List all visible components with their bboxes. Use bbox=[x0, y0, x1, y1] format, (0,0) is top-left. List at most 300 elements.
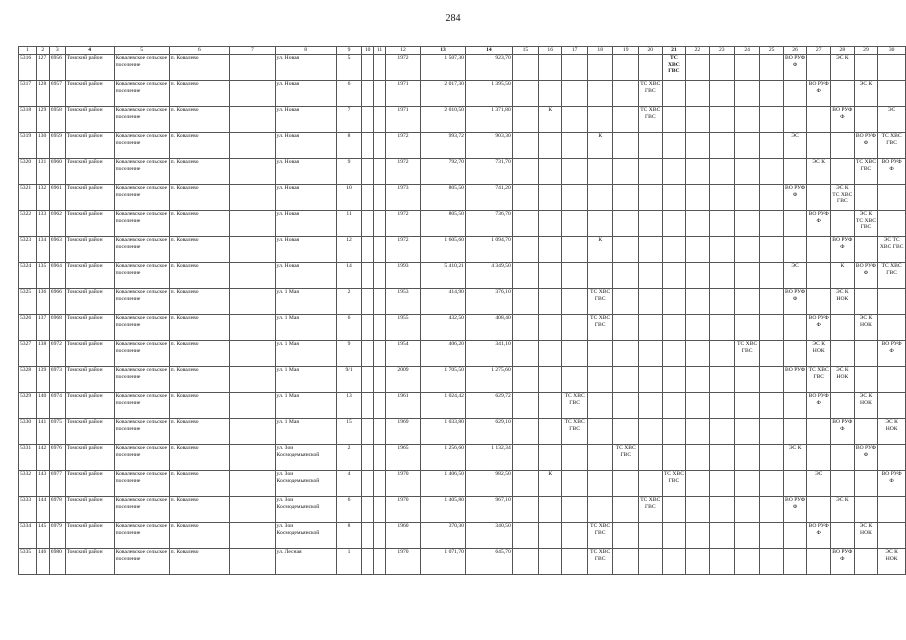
table-cell: 9 bbox=[336, 341, 361, 367]
table-cell bbox=[783, 315, 807, 341]
table-cell bbox=[539, 549, 562, 575]
table-cell bbox=[539, 289, 562, 315]
table-cell: 4 349,50 bbox=[465, 263, 512, 289]
table-cell bbox=[512, 133, 538, 159]
table-cell: ТС ХВС ГВС bbox=[587, 523, 613, 549]
table-row bbox=[19, 289, 906, 315]
table-row bbox=[19, 393, 906, 419]
table-cell bbox=[662, 445, 686, 471]
table-cell bbox=[230, 237, 275, 263]
table-cell bbox=[374, 263, 386, 289]
table-cell: 6973 bbox=[49, 367, 65, 393]
table-cell: 432,50 bbox=[421, 315, 466, 341]
table-cell bbox=[512, 81, 538, 107]
table-cell: п. Ковалево bbox=[169, 393, 230, 419]
table-cell: 6957 bbox=[49, 81, 65, 107]
table-cell bbox=[783, 81, 807, 107]
table-cell: ВО РУФ Ф bbox=[854, 263, 878, 289]
table-cell: ТС ХВС ГВС bbox=[613, 445, 639, 471]
table-cell bbox=[613, 549, 639, 575]
table-cell: 6974 bbox=[49, 393, 65, 419]
table-cell: Ковалевское сельское поселение bbox=[114, 471, 169, 497]
table-cell: ТС ХВС ГВС bbox=[662, 55, 686, 81]
table-cell bbox=[734, 81, 760, 107]
table-cell bbox=[662, 497, 686, 523]
table-cell bbox=[587, 445, 613, 471]
table-cell bbox=[734, 159, 760, 185]
table-cell bbox=[562, 341, 588, 367]
table-cell bbox=[230, 185, 275, 211]
table-cell: 5321 bbox=[19, 185, 37, 211]
table-cell: ВО РУФ Ф bbox=[783, 497, 807, 523]
column-header: 9 bbox=[336, 47, 361, 55]
table-cell: 8 bbox=[336, 523, 361, 549]
table-cell: ЭС bbox=[783, 133, 807, 159]
table-cell bbox=[662, 107, 686, 133]
table-cell: ВО РУФ Ф bbox=[807, 81, 831, 107]
table-cell bbox=[638, 133, 662, 159]
table-cell bbox=[562, 159, 588, 185]
table-cell: п. Ковалево bbox=[169, 55, 230, 81]
table-cell bbox=[709, 497, 734, 523]
table-cell: 1 395,50 bbox=[465, 81, 512, 107]
table-cell bbox=[734, 55, 760, 81]
table-cell bbox=[807, 55, 831, 81]
table-cell bbox=[686, 55, 709, 81]
table-cell: ВО РУФ Ф bbox=[783, 55, 807, 81]
table-cell bbox=[878, 497, 906, 523]
column-header: 30 bbox=[878, 47, 906, 55]
table-cell: ВО РУФ Ф bbox=[878, 159, 906, 185]
table-cell bbox=[512, 523, 538, 549]
table-cell bbox=[686, 523, 709, 549]
table-cell: 376,10 bbox=[465, 289, 512, 315]
table-cell: 9 bbox=[336, 159, 361, 185]
table-cell bbox=[638, 471, 662, 497]
table-cell bbox=[878, 289, 906, 315]
table-cell bbox=[686, 315, 709, 341]
table-cell: К bbox=[539, 107, 562, 133]
table-cell: 1 071,70 bbox=[421, 549, 466, 575]
table-cell: ЭС К bbox=[807, 159, 831, 185]
table-cell bbox=[709, 367, 734, 393]
table-cell bbox=[374, 107, 386, 133]
table-cell: 146 bbox=[36, 549, 49, 575]
table-cell bbox=[638, 445, 662, 471]
table-cell: ВО РУФ Ф bbox=[807, 315, 831, 341]
table-cell: 9/1 bbox=[336, 367, 361, 393]
table-cell: ЭС К bbox=[854, 81, 878, 107]
table-cell bbox=[587, 159, 613, 185]
table-cell: 2 010,50 bbox=[421, 107, 466, 133]
table-cell bbox=[662, 549, 686, 575]
column-header: 29 bbox=[854, 47, 878, 55]
table-cell: 11 bbox=[336, 211, 361, 237]
table-cell: ул. 1 Мая bbox=[275, 393, 336, 419]
table-cell bbox=[734, 263, 760, 289]
table-cell: Томский район bbox=[65, 289, 114, 315]
table-cell bbox=[362, 341, 374, 367]
table-cell: 1 406,50 bbox=[421, 471, 466, 497]
table-cell: ул. Зои Космодемьянской bbox=[275, 471, 336, 497]
table-cell: 10 bbox=[336, 185, 361, 211]
table-cell bbox=[374, 419, 386, 445]
table-cell bbox=[760, 497, 783, 523]
table-cell bbox=[807, 185, 831, 211]
table-cell bbox=[734, 393, 760, 419]
table-cell bbox=[562, 289, 588, 315]
table-cell bbox=[562, 263, 588, 289]
table-cell bbox=[374, 523, 386, 549]
table-cell bbox=[783, 471, 807, 497]
table-cell: п. Ковалево bbox=[169, 471, 230, 497]
table-cell bbox=[362, 133, 374, 159]
table-cell bbox=[662, 211, 686, 237]
table-cell: 7 bbox=[336, 107, 361, 133]
table-cell bbox=[638, 237, 662, 263]
table-cell bbox=[512, 341, 538, 367]
table-cell bbox=[854, 367, 878, 393]
table-cell: 1 605,60 bbox=[421, 237, 466, 263]
table-row bbox=[19, 55, 906, 81]
table-cell: 5332 bbox=[19, 471, 37, 497]
table-cell: 8 bbox=[336, 133, 361, 159]
table-cell: 5320 bbox=[19, 159, 37, 185]
table-cell: 6 bbox=[336, 81, 361, 107]
table-row bbox=[19, 497, 906, 523]
table-cell bbox=[662, 133, 686, 159]
table-cell bbox=[230, 393, 275, 419]
table-cell: 5 410,21 bbox=[421, 263, 466, 289]
table-cell: Томский район bbox=[65, 549, 114, 575]
table-cell: 1972 bbox=[385, 133, 420, 159]
table-cell bbox=[854, 497, 878, 523]
table-cell bbox=[638, 289, 662, 315]
table-cell bbox=[854, 237, 878, 263]
table-cell: Томский район bbox=[65, 263, 114, 289]
table-cell bbox=[230, 211, 275, 237]
table-cell bbox=[613, 81, 639, 107]
table-cell: п. Ковалево bbox=[169, 523, 230, 549]
column-header: 20 bbox=[638, 47, 662, 55]
table-cell bbox=[760, 445, 783, 471]
table-cell bbox=[760, 315, 783, 341]
table-cell: ул. Новая bbox=[275, 237, 336, 263]
table-cell: Ковалевское сельское поселение bbox=[114, 497, 169, 523]
table-cell bbox=[734, 523, 760, 549]
table-cell bbox=[613, 211, 639, 237]
table-cell: ул. Новая bbox=[275, 133, 336, 159]
column-header: 27 bbox=[807, 47, 831, 55]
table-cell bbox=[686, 445, 709, 471]
table-cell bbox=[362, 471, 374, 497]
table-cell: Томский район bbox=[65, 445, 114, 471]
table-cell bbox=[374, 471, 386, 497]
table-cell bbox=[562, 497, 588, 523]
table-cell: Томский район bbox=[65, 419, 114, 445]
table-cell bbox=[362, 211, 374, 237]
table-cell: Томский район bbox=[65, 81, 114, 107]
table-cell: Томский район bbox=[65, 159, 114, 185]
table-cell bbox=[638, 393, 662, 419]
table-cell bbox=[638, 263, 662, 289]
table-cell bbox=[662, 185, 686, 211]
table-cell: 1961 bbox=[385, 393, 420, 419]
table-cell bbox=[587, 185, 613, 211]
table-cell bbox=[230, 523, 275, 549]
table-row bbox=[19, 81, 906, 107]
table-cell bbox=[760, 471, 783, 497]
table-cell: Ковалевское сельское поселение bbox=[114, 107, 169, 133]
table-cell bbox=[807, 289, 831, 315]
table-cell bbox=[783, 549, 807, 575]
table-cell: ул. 1 Мая bbox=[275, 289, 336, 315]
page-number: 284 bbox=[445, 13, 461, 24]
table-cell: ул. 1 Мая bbox=[275, 419, 336, 445]
table-cell: 1972 bbox=[385, 211, 420, 237]
table-cell bbox=[734, 107, 760, 133]
table-cell bbox=[613, 315, 639, 341]
table-cell bbox=[539, 159, 562, 185]
table-cell: ул. Новая bbox=[275, 263, 336, 289]
table-cell: ЭС bbox=[783, 263, 807, 289]
table-cell bbox=[760, 263, 783, 289]
table-cell: 5326 bbox=[19, 315, 37, 341]
table-cell: 1 bbox=[336, 549, 361, 575]
table-cell bbox=[362, 445, 374, 471]
table-cell bbox=[562, 55, 588, 81]
table-cell bbox=[562, 185, 588, 211]
table-cell bbox=[686, 419, 709, 445]
table-cell: ул. Новая bbox=[275, 185, 336, 211]
table-cell: п. Ковалево bbox=[169, 315, 230, 341]
table-cell bbox=[831, 81, 855, 107]
table-cell: 137 bbox=[36, 315, 49, 341]
table-cell bbox=[562, 523, 588, 549]
column-header: 28 bbox=[831, 47, 855, 55]
table-cell bbox=[362, 367, 374, 393]
table-cell: 5323 bbox=[19, 237, 37, 263]
table-cell bbox=[807, 237, 831, 263]
table-cell: Томский район bbox=[65, 237, 114, 263]
table-cell: Ковалевское сельское поселение bbox=[114, 341, 169, 367]
table-cell: п. Ковалево bbox=[169, 497, 230, 523]
table-cell: 143 bbox=[36, 471, 49, 497]
table-cell bbox=[734, 211, 760, 237]
column-header: 17 bbox=[562, 47, 588, 55]
table-cell: ТС ХВС ГВС bbox=[587, 315, 613, 341]
table-cell: 341,10 bbox=[465, 341, 512, 367]
table-cell bbox=[734, 185, 760, 211]
table-cell: 1954 bbox=[385, 341, 420, 367]
table-cell: 6958 bbox=[49, 107, 65, 133]
table-cell: п. Ковалево bbox=[169, 263, 230, 289]
table-cell bbox=[362, 185, 374, 211]
table-cell bbox=[686, 107, 709, 133]
table-cell bbox=[587, 341, 613, 367]
column-header: 5 bbox=[114, 47, 169, 55]
table-cell bbox=[230, 445, 275, 471]
column-header: 26 bbox=[783, 47, 807, 55]
table-cell bbox=[734, 133, 760, 159]
table-cell bbox=[539, 211, 562, 237]
table-cell bbox=[831, 159, 855, 185]
table-cell bbox=[709, 393, 734, 419]
table-cell: ТС ХВС ГВС bbox=[878, 133, 906, 159]
table-cell bbox=[230, 81, 275, 107]
table-cell bbox=[854, 419, 878, 445]
table-cell: Томский район bbox=[65, 55, 114, 81]
table-cell bbox=[878, 315, 906, 341]
table-cell: ЭС bbox=[807, 471, 831, 497]
table-cell: 5 bbox=[336, 55, 361, 81]
table-cell: 6976 bbox=[49, 445, 65, 471]
table-cell: ЭС К ТС ХВС ГВС bbox=[854, 211, 878, 237]
table-cell: ЭС К bbox=[831, 55, 855, 81]
table-cell bbox=[878, 523, 906, 549]
table-cell bbox=[512, 445, 538, 471]
column-header: 22 bbox=[686, 47, 709, 55]
table-cell bbox=[613, 185, 639, 211]
table-cell: 6978 bbox=[49, 497, 65, 523]
table-cell bbox=[512, 263, 538, 289]
column-header: 6 bbox=[169, 47, 230, 55]
table-cell: 6975 bbox=[49, 419, 65, 445]
table-cell bbox=[662, 341, 686, 367]
table-cell bbox=[807, 419, 831, 445]
table-cell bbox=[230, 367, 275, 393]
table-cell bbox=[686, 81, 709, 107]
table-cell: ТС ХВС ГВС bbox=[562, 393, 588, 419]
table-cell: Томский район bbox=[65, 471, 114, 497]
table-cell: п. Ковалево bbox=[169, 81, 230, 107]
table-cell: 1973 bbox=[385, 185, 420, 211]
table-cell: 993,72 bbox=[421, 133, 466, 159]
table-cell bbox=[686, 471, 709, 497]
table-cell bbox=[587, 107, 613, 133]
table-cell bbox=[374, 133, 386, 159]
table-cell bbox=[230, 55, 275, 81]
table-cell bbox=[760, 523, 783, 549]
table-cell: 903,30 bbox=[465, 133, 512, 159]
table-cell: 144 bbox=[36, 497, 49, 523]
table-cell bbox=[760, 185, 783, 211]
table-cell: 1965 bbox=[385, 445, 420, 471]
table-cell: ЭС К НОК bbox=[854, 393, 878, 419]
table-cell bbox=[734, 445, 760, 471]
table-cell: Томский район bbox=[65, 497, 114, 523]
table-cell bbox=[638, 159, 662, 185]
table-cell bbox=[539, 523, 562, 549]
table-cell: К bbox=[587, 237, 613, 263]
table-cell bbox=[562, 549, 588, 575]
column-header: 14 bbox=[465, 47, 512, 55]
table-cell bbox=[686, 497, 709, 523]
table-cell bbox=[613, 55, 639, 81]
table-cell bbox=[362, 393, 374, 419]
column-header: 4 bbox=[65, 47, 114, 55]
table-cell bbox=[709, 445, 734, 471]
table-cell: 1970 bbox=[385, 471, 420, 497]
table-cell bbox=[662, 523, 686, 549]
table-cell: Ковалевское сельское поселение bbox=[114, 445, 169, 471]
table-cell: 1971 bbox=[385, 81, 420, 107]
table-cell bbox=[734, 237, 760, 263]
column-header: 3 bbox=[49, 47, 65, 55]
table-cell: п. Ковалево bbox=[169, 549, 230, 575]
table-cell: п. Ковалево bbox=[169, 185, 230, 211]
table-cell bbox=[374, 159, 386, 185]
table-cell: ВО РУФ Ф bbox=[831, 237, 855, 263]
table-cell bbox=[831, 471, 855, 497]
table-cell bbox=[539, 393, 562, 419]
table-cell: 1972 bbox=[385, 159, 420, 185]
table-cell bbox=[230, 133, 275, 159]
table-cell bbox=[638, 185, 662, 211]
table-cell bbox=[230, 341, 275, 367]
table-cell: Ковалевское сельское поселение bbox=[114, 185, 169, 211]
table-cell bbox=[562, 471, 588, 497]
table-cell: 141 bbox=[36, 419, 49, 445]
table-cell: ул. Новая bbox=[275, 159, 336, 185]
table-cell: Ковалевское сельское поселение bbox=[114, 263, 169, 289]
table-cell bbox=[362, 497, 374, 523]
table-cell bbox=[539, 263, 562, 289]
table-cell bbox=[512, 419, 538, 445]
table-cell: 4 bbox=[336, 471, 361, 497]
table-cell bbox=[230, 419, 275, 445]
table-cell: Ковалевское сельское поселение bbox=[114, 419, 169, 445]
table-cell bbox=[662, 367, 686, 393]
table-cell: Ковалевское сельское поселение bbox=[114, 367, 169, 393]
table-cell: 2009 bbox=[385, 367, 420, 393]
table-cell bbox=[734, 549, 760, 575]
table-cell bbox=[709, 133, 734, 159]
table-cell bbox=[734, 419, 760, 445]
table-cell bbox=[662, 289, 686, 315]
table-cell: 130 bbox=[36, 133, 49, 159]
table-cell bbox=[362, 549, 374, 575]
column-header: 1 bbox=[19, 47, 37, 55]
table-cell bbox=[512, 471, 538, 497]
table-cell: 138 bbox=[36, 341, 49, 367]
table-cell bbox=[613, 341, 639, 367]
table-cell: 1 705,50 bbox=[421, 367, 466, 393]
table-cell: 5327 bbox=[19, 341, 37, 367]
table-cell bbox=[613, 237, 639, 263]
table-cell: 1 371,80 bbox=[465, 107, 512, 133]
table-cell bbox=[230, 471, 275, 497]
table-cell: п. Ковалево bbox=[169, 419, 230, 445]
table-cell: 131 bbox=[36, 159, 49, 185]
table-row bbox=[19, 419, 906, 445]
table-cell: 923,70 bbox=[465, 55, 512, 81]
table-cell bbox=[362, 81, 374, 107]
table-cell bbox=[374, 185, 386, 211]
table-cell: 6966 bbox=[49, 289, 65, 315]
table-cell bbox=[783, 393, 807, 419]
table-cell bbox=[539, 55, 562, 81]
table-cell bbox=[831, 445, 855, 471]
table-cell: 2 bbox=[336, 289, 361, 315]
table-cell: ВО РУФ Ф bbox=[783, 185, 807, 211]
table-cell: ТС ХВС ГВС bbox=[587, 289, 613, 315]
table-cell bbox=[878, 367, 906, 393]
table-cell: 1 405,80 bbox=[421, 497, 466, 523]
table-cell bbox=[709, 185, 734, 211]
table-cell bbox=[878, 211, 906, 237]
table-cell: 15 bbox=[336, 419, 361, 445]
